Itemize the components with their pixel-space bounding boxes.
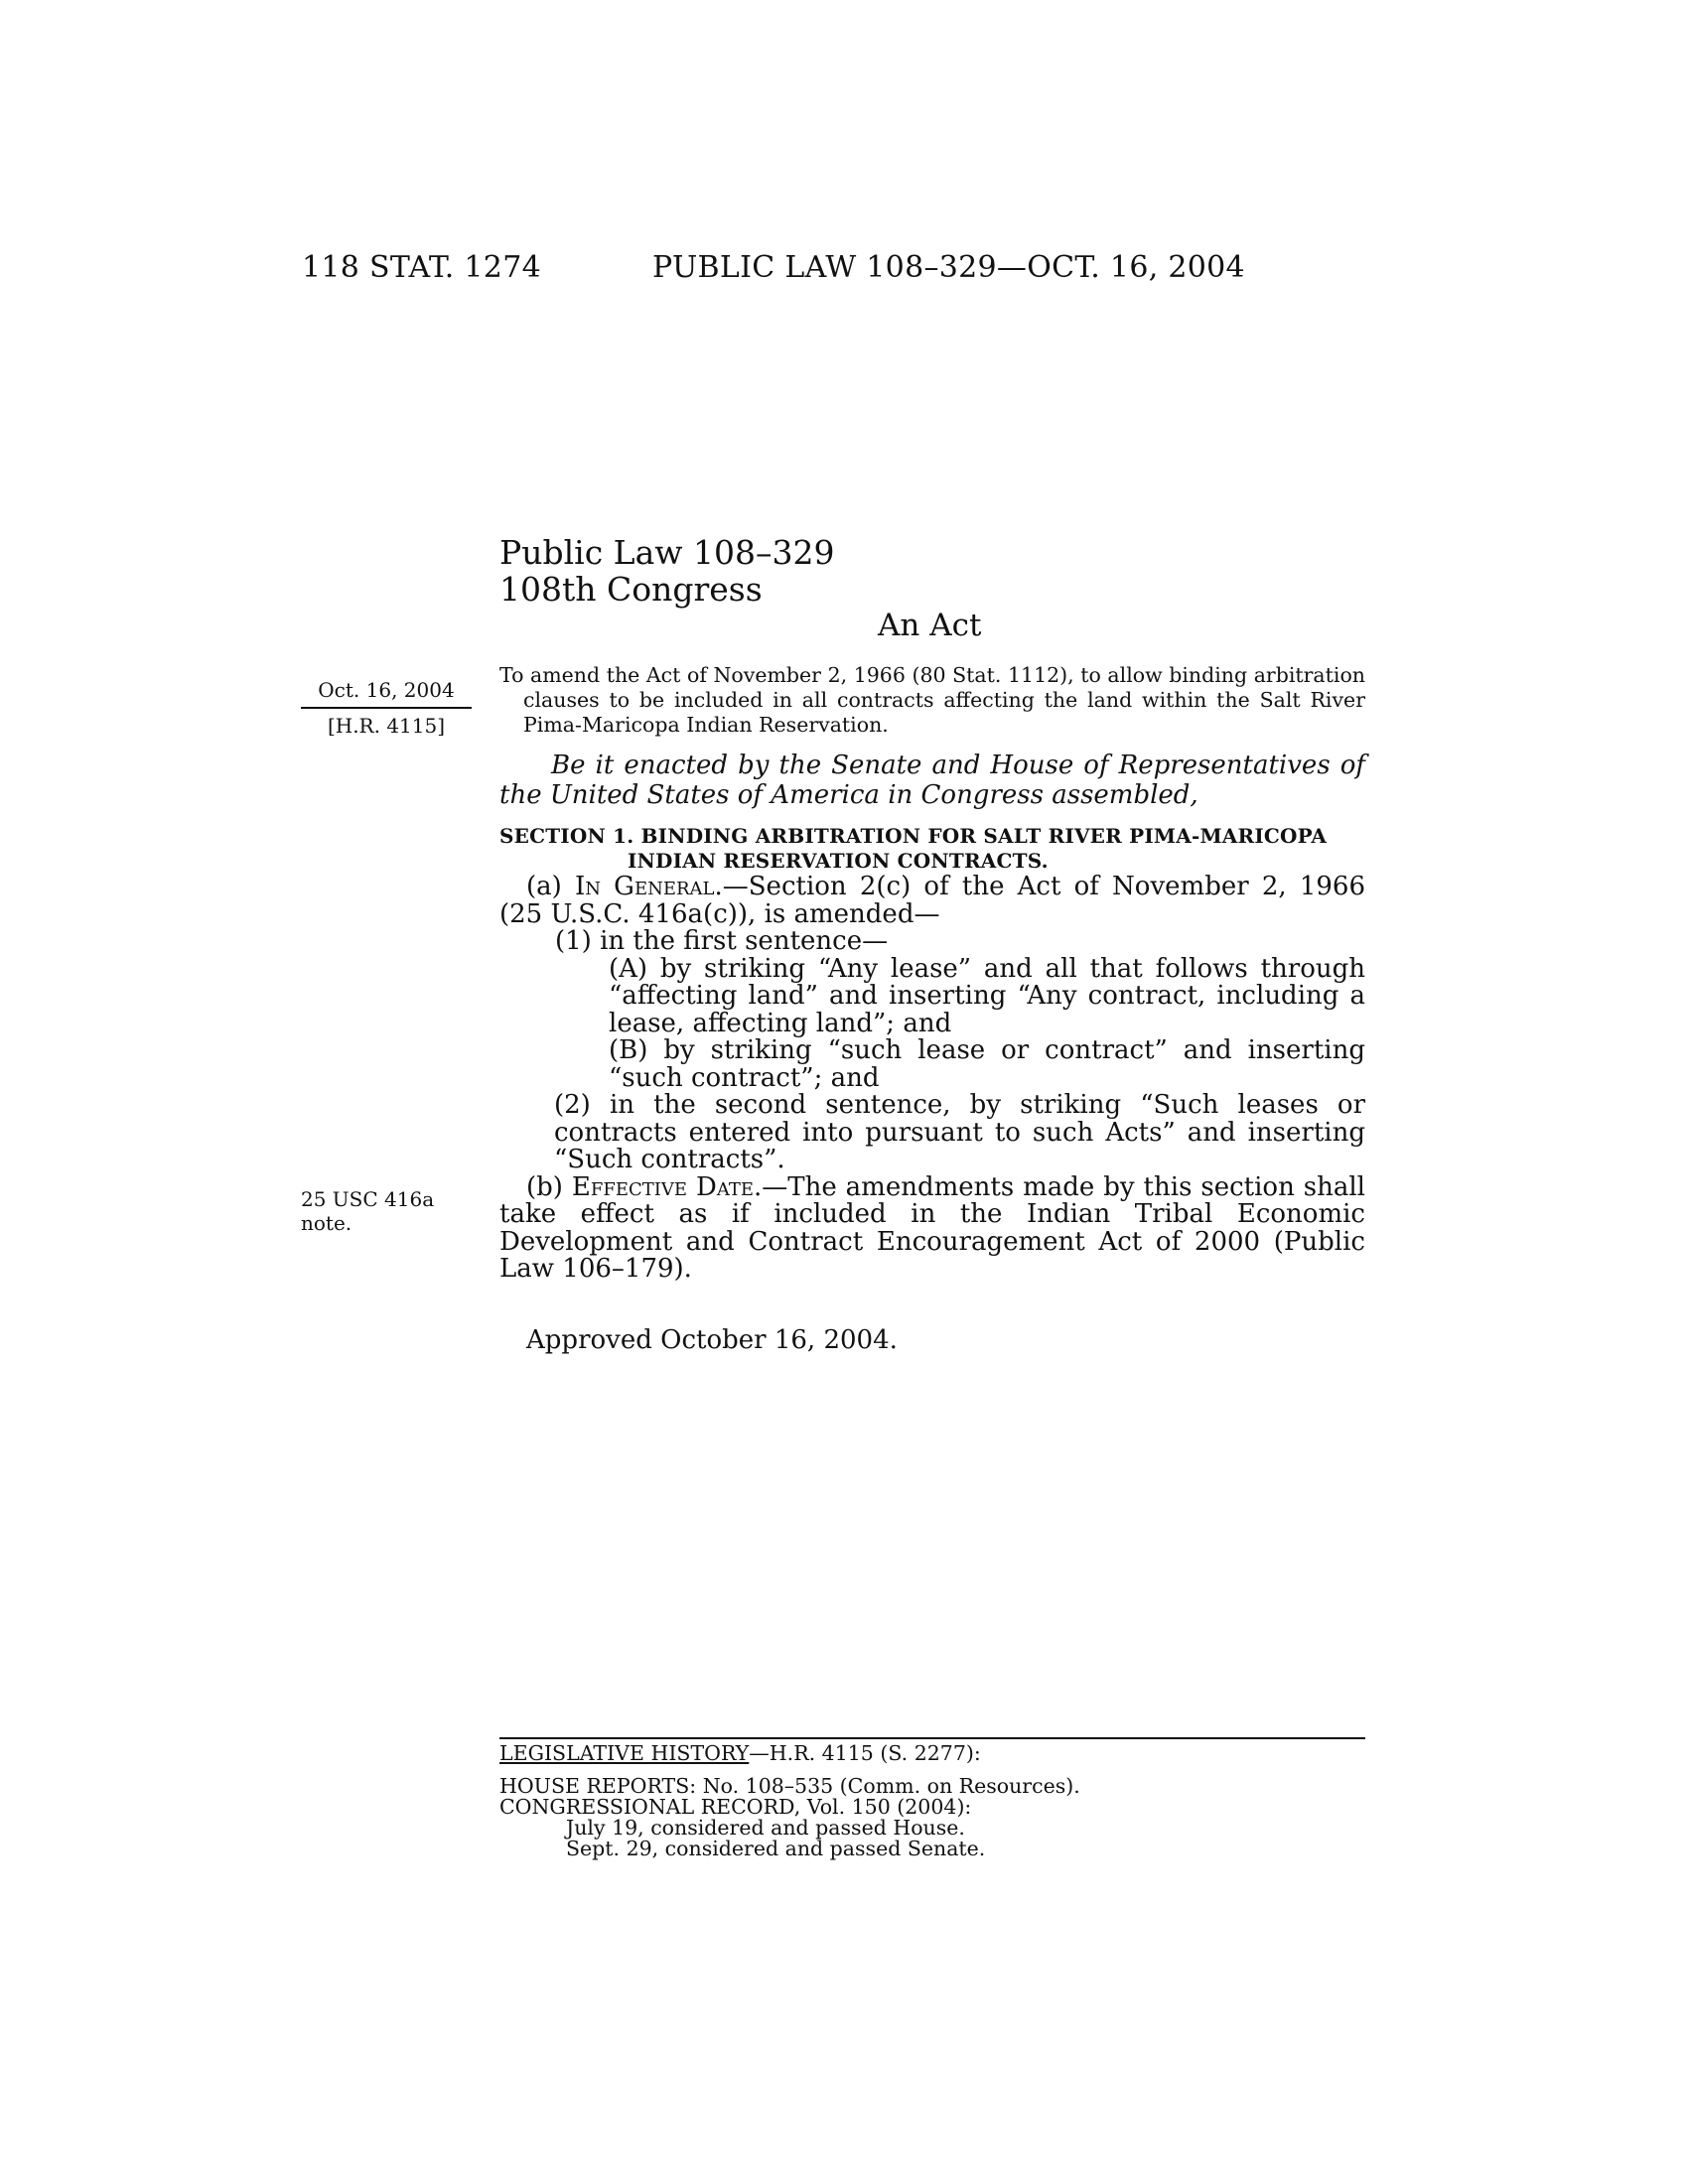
legislative-history-heading [499,1743,1080,1764]
subparagraph-b: (B) by striking “such lease or contract” and inserting “such contract”; and [609,1035,1365,1093]
legislative-history-rule [499,1737,1365,1739]
public-law-number: Public Law 108–329 [499,533,835,572]
subsection-a-label: (a) [526,872,575,901]
margin-date: Oct. 16, 2004 [318,678,455,702]
running-head-law-date: PUBLIC LAW 108–329—OCT. 16, 2004 [652,250,1245,285]
legislative-history [499,1743,1080,1859]
enacting-clause [499,751,1365,810]
subsection-a [499,874,1365,928]
subparagraph-a [609,953,1365,1038]
subsection-b-text: .—The amendments made by this section shall take effect as if included in the Indian Tribal Economic Development and Contract Encouragement Act of 2000 (Public Law 106–179). [499,1171,1365,1284]
subsection-a-caption: In General [574,872,715,901]
congressional-record: CONGRESSIONAL RECORD, Vol. 150 (2004): [499,1795,972,1819]
section-heading-line-2: INDIAN RESERVATION CONTRACTS. [628,849,1049,873]
house-reports: HOUSE REPORTS: No. 108–535 (Comm. on Resources). [499,1774,1080,1798]
purpose-clause [499,663,1365,738]
subsection-b-label: (b) [526,1171,572,1202]
margin-usc-note [301,1187,434,1235]
subsection-b-caption: Effective Date [571,1171,754,1202]
usc-note-line-2: note. [301,1211,352,1235]
act-heading: An Act [878,608,982,643]
legislative-history-title: LEGISLATIVE HISTORY [499,1741,750,1765]
record-item-house: July 19, considered and passed House. [566,1816,965,1840]
usc-note-line-1: 25 USC 416a [301,1187,435,1211]
section-heading-line-1: SECTION 1. BINDING ARBITRATION FOR SALT RIVER PIMA-MARICOPA [499,824,1328,848]
subsection-b [499,1171,1365,1284]
running-head-stat: 118 STAT. 1274 [302,250,541,285]
section-heading [499,824,1365,874]
purpose-text: To amend the Act of November 2, 1966 (80 Stat. 1112), to allow binding arbitration clauses to be included in all contracts affecting the land within the Salt River Pima-Maricopa Indian Reservation. [499,663,1365,737]
section-body [499,874,1365,1284]
title-block [499,534,834,608]
enacting-text: Be it enacted by the Senate and House of Representatives of the United States of America in Congress assembled, [499,751,1365,810]
legislative-history-bill: —H.R. 4115 (S. 2277): [749,1741,981,1765]
margin-bill-number: [H.R. 4115] [327,714,446,738]
paragraph-2: (2) in the second sentence, by striking “Such leases or contracts entered into pursuant to such Acts” and inserting “Such contracts”. [554,1090,1365,1174]
record-item-senate: Sept. 29, considered and passed Senate. [566,1837,986,1860]
margin-date-block [301,673,472,743]
subsection-a-text: .—Section 2(c) of the Act of November 2, 1966 (25 U.S.C. 416a(c)), is amended— [499,872,1365,929]
paragraph-1: (1) in the first sentence— [555,926,889,956]
approved-date: Approved October 16, 2004. [526,1325,898,1355]
subparagraph-a-text: (A) by striking “Any lease” and all that follows through “affecting land” and inserting “Any contract, including a lease, affecting land”; and [609,953,1365,1038]
congress-number: 108th Congress [499,570,763,609]
